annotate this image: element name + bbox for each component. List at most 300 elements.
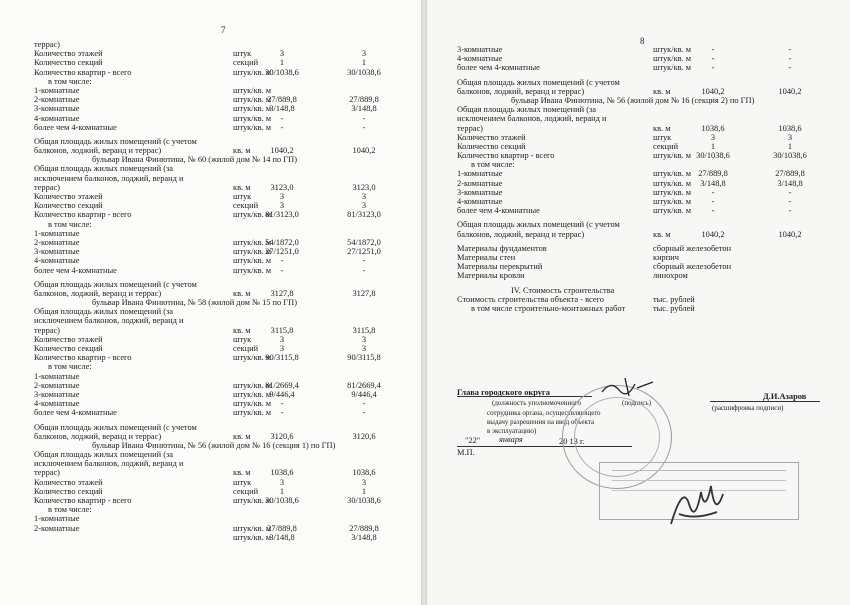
line-label: 1-комнатные <box>34 514 80 524</box>
design-value: - <box>280 256 284 266</box>
actual-value: 3 <box>361 192 367 201</box>
line-label: балконов, лоджий, веранд и террас) <box>457 229 585 239</box>
name-rule <box>710 401 820 402</box>
line-sections <box>0 58 421 67</box>
actual-value: 3127,8 <box>352 288 376 298</box>
design-value: 27/889,8 <box>267 523 297 533</box>
line-ex-c <box>427 124 850 133</box>
unit-label: линохром <box>653 271 688 281</box>
line-ex-a <box>427 105 850 114</box>
signatory-note-line: в эксплуатацию) <box>487 427 537 435</box>
line-addr58 <box>0 298 421 307</box>
line-label: бульвар Ивана Финютина, № 56 (жилой дом № 16 (секция 2) по ГП) <box>511 95 755 105</box>
design-value: 3127,8 <box>270 288 294 298</box>
line-incl <box>0 77 421 86</box>
design-value: 1 <box>710 141 716 151</box>
design-value: 1040,2 <box>701 86 725 96</box>
design-value: 90/3115,8 <box>265 353 299 363</box>
line-label: исключением балконов, лоджий, веранд и <box>457 114 607 124</box>
line-area-b <box>0 289 421 298</box>
actual-value: 30/1038,6 <box>773 151 807 161</box>
line-label: террас) <box>34 40 60 49</box>
page-body <box>0 40 421 542</box>
line-floors <box>0 478 421 487</box>
actual-value: 3/148,8 <box>777 178 803 188</box>
unit-label: штук/кв. м <box>233 532 272 542</box>
line-sec4 <box>427 286 850 295</box>
line-label: Количество квартир - всего <box>34 67 132 77</box>
design-value: - <box>280 265 284 275</box>
signatory-title-note: (должность уполномоченного <box>492 399 581 407</box>
line-terrace-cont <box>0 40 421 49</box>
design-value: - <box>280 408 284 418</box>
line-r2 <box>0 95 421 104</box>
date-day: "22" <box>465 436 481 445</box>
line-label: 2-комнатные <box>34 95 80 105</box>
unit-label: штук/кв. м <box>233 408 272 418</box>
line-area-a <box>427 78 850 87</box>
design-value: 1 <box>279 486 285 496</box>
unit-label: штук/кв. м <box>233 104 272 114</box>
line-r3 <box>0 104 421 113</box>
design-value: 3115,8 <box>270 325 294 335</box>
unit-label: кв. м <box>233 146 251 156</box>
line-label: бульвар Ивана Финютина, № 58 (жилой дом № 15 по ГП) <box>92 298 297 308</box>
signatory-title: Глава городского округа <box>457 388 550 397</box>
design-value: - <box>280 399 284 409</box>
unit-label: секций <box>233 486 259 496</box>
actual-value: 1040,2 <box>778 86 802 96</box>
line-label: Общая площадь жилых помещений (за <box>34 164 174 174</box>
line-label: Количество секций <box>34 58 103 68</box>
line-area-b <box>427 230 850 239</box>
line-label: бульвар Ивана Финютина, № 56 (жилой дом № 16 (секция 1) по ГП) <box>92 440 336 450</box>
line-r3 <box>0 390 421 399</box>
line-apts <box>427 151 850 160</box>
signatory-name: Д.И.Азаров <box>763 392 807 401</box>
unit-label: кв. м <box>653 86 671 96</box>
line-label: в том числе: <box>48 505 92 515</box>
actual-value: 3 <box>361 334 367 344</box>
line-r3 <box>427 188 850 197</box>
line-label: 1-комнатные <box>457 169 503 179</box>
unit-label: кирпич <box>653 252 679 262</box>
design-value: 3123,0 <box>270 182 294 192</box>
line-r4 <box>0 256 421 265</box>
line-label: более чем 4-комнатные <box>457 206 540 216</box>
actual-value: 3 <box>787 132 793 142</box>
line-label: 2-комнатные <box>34 380 80 390</box>
unit-label: штук/кв. м <box>233 237 272 247</box>
line-label: Количество квартир - всего <box>34 496 132 505</box>
line-label: балконов, лоджий, веранд и террас) <box>34 431 162 441</box>
unit-label: кв. м <box>233 431 251 441</box>
actual-value: 54/1872,0 <box>347 237 381 247</box>
line-label: террас) <box>34 325 60 335</box>
unit-label: штук <box>233 334 252 344</box>
line-ex-a <box>0 450 421 459</box>
unit-label: штук/кв. м <box>233 122 272 132</box>
unit-label: секций <box>233 201 259 211</box>
design-value: 81/2669,4 <box>265 380 299 390</box>
unit-label: штук <box>233 477 252 487</box>
unit-label: кв. м <box>233 182 251 192</box>
design-value: - <box>711 187 715 197</box>
line-mat-found <box>427 244 850 253</box>
line-floors <box>0 192 421 201</box>
line-r1 <box>0 514 421 523</box>
line-ex-a <box>0 307 421 316</box>
actual-value: - <box>362 265 366 275</box>
signature-label: (подпись) <box>622 399 652 407</box>
actual-value: 1 <box>361 486 367 496</box>
actual-value: 1040,2 <box>352 146 376 156</box>
unit-label: тыс. рублей <box>653 303 695 313</box>
actual-value: 1038,6 <box>778 123 802 133</box>
line-ex-a <box>0 164 421 173</box>
design-value: - <box>280 122 284 132</box>
actual-value: 3123,0 <box>352 182 376 192</box>
design-value: - <box>711 45 715 54</box>
design-value: 27/1251,0 <box>265 247 299 257</box>
line-label: Общая площадь жилых помещений (за <box>457 105 597 115</box>
line-mat-floors <box>427 262 850 271</box>
line-r4 <box>0 114 421 123</box>
line-r4 <box>427 54 850 63</box>
line-label: 1-комнатные <box>34 371 80 381</box>
line-label: 4-комнатные <box>34 256 80 266</box>
signatory-note-line: сотрудника органа, осуществляющего <box>487 409 601 417</box>
actual-value: - <box>362 113 366 123</box>
line-label: более чем 4-комнатные <box>34 265 117 275</box>
line-label: 3-комнатные <box>457 45 503 54</box>
signatory-name-note: (расшифровка подписи) <box>712 404 784 412</box>
line-label: Общая площадь жилых помещений (с учетом <box>457 220 620 230</box>
unit-label: секций <box>233 58 259 68</box>
line-label: более чем 4-комнатные <box>34 408 117 418</box>
design-value: - <box>711 197 715 206</box>
actual-value: - <box>362 256 366 266</box>
line-area-a <box>0 280 421 289</box>
line-label: IV. Стоимость строительства <box>511 285 615 295</box>
line-label: 4-комнатные <box>34 113 80 123</box>
unit-label: штук/кв. м <box>233 399 272 409</box>
line-label: Общая площадь жилых помещений (за <box>34 307 174 317</box>
unit-label: штук/кв. м <box>233 380 272 390</box>
line-label: исключением балконов, лоджий, веранд и <box>34 173 184 183</box>
line-label: в том числе: <box>48 219 92 229</box>
unit-label: штук/кв. м <box>653 206 692 216</box>
line-label: Количество секций <box>34 201 103 211</box>
design-value: 3/148,8 <box>269 104 295 114</box>
line-label: 2-комнатные <box>457 178 503 188</box>
line-sections <box>0 487 421 496</box>
line-label: исключением балконов, лоджий, веранд и <box>34 316 184 326</box>
line-mat-walls <box>427 253 850 262</box>
actual-value: 3 <box>361 201 367 211</box>
line-label: балконов, лоджий, веранд и террас) <box>34 146 162 156</box>
design-value: 3 <box>279 192 285 201</box>
line-r4 <box>427 197 850 206</box>
line-label: более чем 4-комнатные <box>34 122 117 132</box>
unit-label: штук <box>653 132 672 142</box>
design-value: 30/1038,6 <box>696 151 730 161</box>
line-r1 <box>0 86 421 95</box>
design-value: 3 <box>279 344 285 353</box>
line-floors <box>427 133 850 142</box>
actual-value: - <box>788 197 792 206</box>
unit-label: штук/кв. м <box>233 95 272 105</box>
line-label: Количество этажей <box>457 132 526 142</box>
actual-value: 30/1038,6 <box>347 67 381 77</box>
line-label: 1-комнатные <box>34 228 80 238</box>
line-label: Общая площадь жилых помещений (с учетом <box>34 422 197 432</box>
page-number: 8 <box>640 36 645 46</box>
page-number: 7 <box>221 25 226 35</box>
actual-value: - <box>788 63 792 73</box>
design-value: - <box>711 54 715 64</box>
line-r3 <box>0 533 421 542</box>
line-floors <box>0 335 421 344</box>
unit-label: штук/кв. м <box>653 151 692 161</box>
line-label: Материалы стен <box>457 252 516 262</box>
unit-label: штук <box>233 49 252 59</box>
line-floors <box>0 49 421 58</box>
unit-label: кв. м <box>653 229 671 239</box>
actual-value: 3/148,8 <box>351 532 377 542</box>
unit-label: кв. м <box>233 468 251 478</box>
actual-value: 30/1038,6 <box>347 496 381 505</box>
line-label: Общая площадь жилых помещений (за <box>34 450 174 460</box>
line-addr56b <box>427 96 850 105</box>
line-label: Количество секций <box>34 486 103 496</box>
actual-value: 27/1251,0 <box>347 247 381 257</box>
unit-label: кв. м <box>653 123 671 133</box>
line-label: 3-комнатные <box>34 247 80 257</box>
design-value: 3 <box>279 201 285 211</box>
line-label: 3-комнатные <box>34 104 80 114</box>
line-label: Количество секций <box>457 141 526 151</box>
unit-label: штук/кв. м <box>233 353 272 363</box>
line-label: террас) <box>34 468 60 478</box>
line-label: исключением балконов, лоджий, веранд и <box>34 459 184 469</box>
line-ex-b <box>0 174 421 183</box>
line-label: в том числе строительно-монтажных работ <box>471 303 626 313</box>
line-r5 <box>0 266 421 275</box>
unit-label: кв. м <box>233 325 251 335</box>
line-incl <box>0 505 421 514</box>
line-label: Количество квартир - всего <box>34 353 132 363</box>
design-value: 1038,6 <box>270 468 294 478</box>
line-label: 2-комнатные <box>34 237 80 247</box>
line-ex-b <box>427 114 850 123</box>
line-label: в том числе: <box>48 362 92 372</box>
line-incl <box>0 362 421 371</box>
line-mat-roof <box>427 271 850 280</box>
line-ex-b <box>0 316 421 325</box>
unit-label: сборный железобетон <box>653 243 732 253</box>
actual-value: 27/889,8 <box>349 523 379 533</box>
design-value: 30/1038,6 <box>265 496 299 505</box>
unit-label: секций <box>653 141 679 151</box>
line-r4 <box>0 399 421 408</box>
line-r2 <box>0 238 421 247</box>
line-label: Материалы кровли <box>457 271 525 281</box>
line-label: террас) <box>34 182 60 192</box>
line-r3 <box>427 45 850 54</box>
line-label: 3-комнатные <box>457 187 503 197</box>
line-r2 <box>0 381 421 390</box>
line-apts <box>0 210 421 219</box>
line-addr60 <box>0 155 421 164</box>
unit-label: штук/кв. м <box>233 247 272 257</box>
actual-value: 81/2669,4 <box>347 380 381 390</box>
design-value: 30/1038,6 <box>265 67 299 77</box>
line-r5 <box>0 123 421 132</box>
line-label: Материалы перекрытий <box>457 262 543 272</box>
actual-value: 1040,2 <box>778 229 802 239</box>
actual-value: 3115,8 <box>352 325 376 335</box>
unit-label: кв. м <box>233 288 251 298</box>
actual-value: 3 <box>361 477 367 487</box>
line-label: Количество этажей <box>34 192 103 201</box>
line-label: в том числе: <box>48 76 92 86</box>
unit-label: штук/кв. м <box>233 113 272 123</box>
unit-label: штук/кв. м <box>233 496 272 505</box>
line-cost-smr <box>427 304 850 313</box>
unit-label: штук/кв. м <box>653 45 692 54</box>
line-area-b <box>0 146 421 155</box>
unit-label: штук/кв. м <box>233 389 272 399</box>
title-rule <box>457 396 592 397</box>
line-label: Количество квартир - всего <box>457 151 555 161</box>
line-ex-c <box>0 468 421 477</box>
line-r1 <box>0 229 421 238</box>
design-value: 3 <box>279 477 285 487</box>
handwritten-signature <box>665 474 727 534</box>
unit-label: сборный железобетон <box>653 262 732 272</box>
actual-value: 3/148,8 <box>351 104 377 114</box>
line-label: Общая площадь жилых помещений (с учетом <box>34 136 197 146</box>
line-label: Общая площадь жилых помещений (с учетом <box>34 279 197 289</box>
unit-label: штук/кв. м <box>233 67 272 77</box>
line-label: Общая площадь жилых помещений (с учетом <box>457 77 620 87</box>
line-ex-b <box>0 459 421 468</box>
actual-value: 3 <box>361 344 367 353</box>
line-label: 2-комнатные <box>34 523 80 533</box>
design-value: 1040,2 <box>270 146 294 156</box>
signatory-note-line: выдачу разрешения на ввод объекта <box>487 418 595 426</box>
design-value: - <box>711 63 715 73</box>
unit-label: штук/кв. м <box>233 85 272 95</box>
unit-label: тыс. рублей <box>653 294 695 304</box>
line-label: 4-комнатные <box>457 54 503 64</box>
line-r5 <box>0 408 421 417</box>
actual-value: - <box>788 54 792 64</box>
line-label: Количество секций <box>34 344 103 353</box>
line-apts <box>0 353 421 362</box>
actual-value: 1 <box>361 58 367 68</box>
line-label: Стоимость строительства объекта - всего <box>457 294 604 304</box>
design-value: 9/446,4 <box>269 389 295 399</box>
line-r5 <box>427 206 850 215</box>
actual-value: - <box>788 206 792 216</box>
page-body <box>427 45 850 313</box>
design-value: - <box>711 206 715 216</box>
line-cost <box>427 295 850 304</box>
unit-label: штук/кв. м <box>233 210 272 220</box>
design-value: - <box>280 113 284 123</box>
line-area-b <box>0 432 421 441</box>
actual-value: 1038,6 <box>352 468 376 478</box>
line-r5 <box>427 63 850 72</box>
design-value: 1 <box>279 58 285 68</box>
unit-label: штук/кв. м <box>653 187 692 197</box>
line-label: бульвар Ивана Финютина, № 60 (жилой дом № 14 по ГП) <box>92 155 297 165</box>
line-label: Количество этажей <box>34 49 103 59</box>
line-label: Количество квартир - всего <box>34 210 132 220</box>
line-label: 1-комнатные <box>34 85 80 95</box>
line-area-a <box>0 137 421 146</box>
actual-value: 3120,6 <box>352 431 376 441</box>
line-area-a <box>0 423 421 432</box>
actual-value: 9/446,4 <box>351 389 377 399</box>
line-r2 <box>0 524 421 533</box>
line-label: Материалы фундаментов <box>457 243 547 253</box>
actual-value: 3 <box>361 49 367 59</box>
design-value: 27/889,8 <box>267 95 297 105</box>
actual-value: - <box>788 45 792 54</box>
line-area-a <box>427 220 850 229</box>
document-page-left <box>0 0 421 605</box>
design-value: 1040,2 <box>701 229 725 239</box>
line-label: Количество этажей <box>34 477 103 487</box>
actual-value: - <box>362 122 366 132</box>
design-value: 3 <box>279 49 285 59</box>
line-label: балконов, лоджий, веранд и террас) <box>34 288 162 298</box>
line-ex-c <box>0 326 421 335</box>
line-sections <box>0 344 421 353</box>
actual-value: 90/3115,8 <box>347 353 381 363</box>
design-value: 3 <box>279 334 285 344</box>
line-label: Количество этажей <box>34 334 103 344</box>
seal-place-label: М.П. <box>457 448 475 457</box>
unit-label: штук/кв. м <box>653 54 692 64</box>
date-year: 20 13 г. <box>559 437 585 446</box>
actual-value: 1 <box>787 141 793 151</box>
actual-value: 27/889,8 <box>775 169 805 179</box>
line-sections <box>427 142 850 151</box>
actual-value: - <box>362 408 366 418</box>
document-page-right <box>427 0 850 605</box>
line-addr56a <box>0 441 421 450</box>
unit-label: штук/кв. м <box>233 265 272 275</box>
unit-label: штук <box>233 192 252 201</box>
line-label: в том числе: <box>471 160 515 170</box>
line-ex-c <box>0 183 421 192</box>
line-incl <box>427 160 850 169</box>
unit-label: штук/кв. м <box>653 197 692 206</box>
design-value: 3 <box>710 132 716 142</box>
unit-label: секций <box>233 344 259 353</box>
line-apts <box>0 496 421 505</box>
unit-label: штук/кв. м <box>653 178 692 188</box>
design-value: 3/148,8 <box>269 532 295 542</box>
unit-label: штук/кв. м <box>653 63 692 73</box>
line-label: 4-комнатные <box>457 197 503 206</box>
line-label: более чем 4-комнатные <box>457 63 540 73</box>
line-area-b <box>427 87 850 96</box>
